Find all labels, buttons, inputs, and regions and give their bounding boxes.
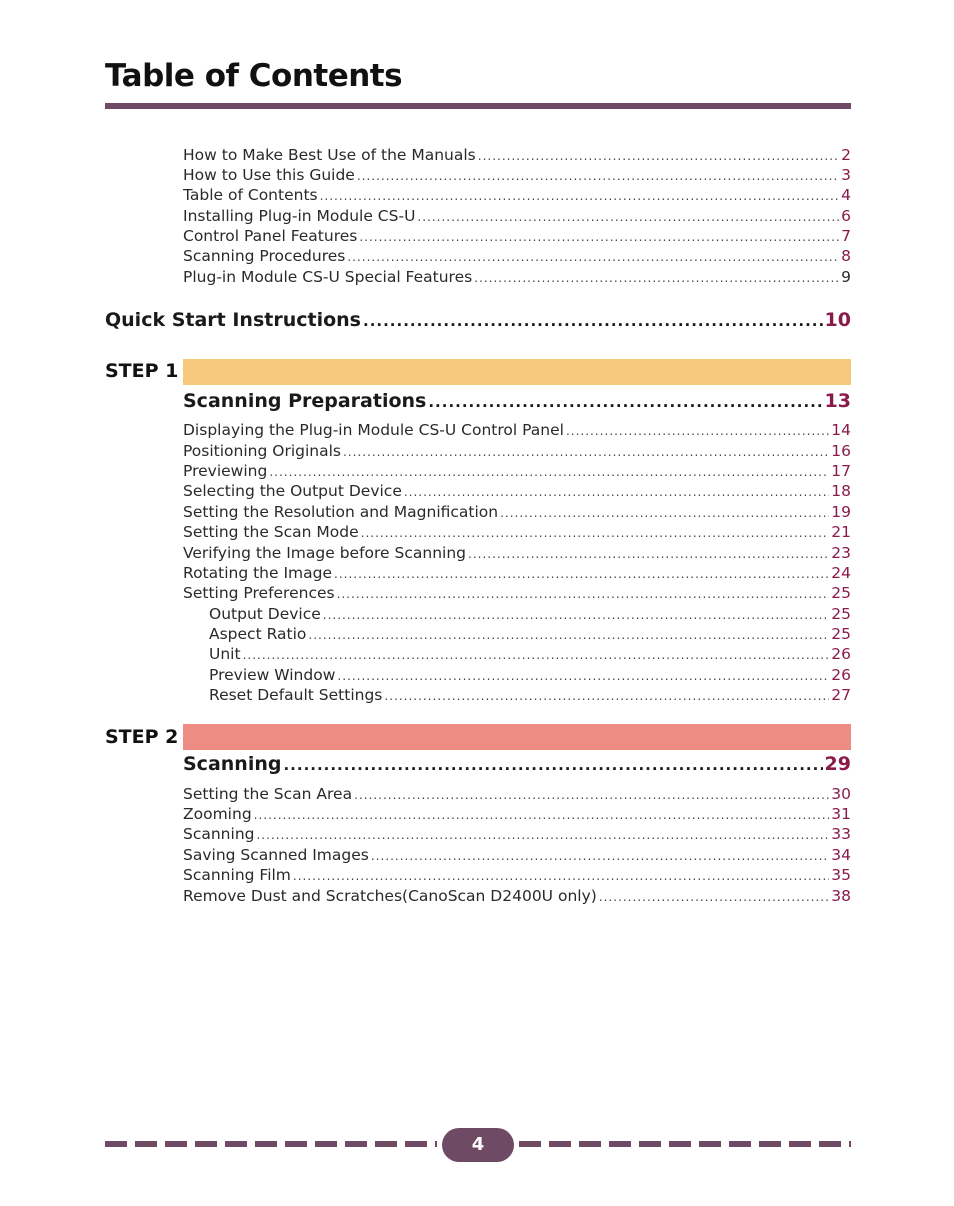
dot-leader — [243, 645, 830, 664]
toc-entry[interactable] — [183, 886, 851, 906]
toc-entry-label: Selecting the Output Device — [183, 482, 402, 500]
toc-subentry[interactable] — [209, 685, 851, 705]
toc-entry-label: Positioning Originals — [183, 442, 341, 460]
toc-subentry[interactable] — [209, 604, 851, 624]
dot-leader — [354, 785, 829, 804]
dot-leader — [293, 866, 829, 885]
toc-entry-page: 23 — [831, 544, 851, 562]
toc-entry-page: 31 — [831, 805, 851, 823]
toc-entry[interactable] — [183, 165, 851, 185]
dot-leader — [256, 825, 829, 844]
toc-entry-page: 6 — [841, 207, 851, 225]
toc-entry-page: 17 — [831, 462, 851, 480]
toc-entry[interactable] — [183, 543, 851, 563]
toc-entry-page: 26 — [831, 666, 851, 684]
toc-entry[interactable] — [183, 226, 851, 246]
toc-entry-page: 13 — [824, 390, 851, 412]
toc-entry-label: Verifying the Image before Scanning — [183, 544, 466, 562]
dot-leader — [371, 846, 829, 865]
toc-entry-label: Reset Default Settings — [209, 686, 383, 704]
toc-entry[interactable] — [183, 522, 851, 542]
quick-start-entry[interactable] — [105, 307, 851, 333]
toc-entry-label: Control Panel Features — [183, 227, 358, 245]
dot-leader — [500, 503, 829, 522]
dot-leader — [359, 227, 839, 246]
toc-entry[interactable] — [183, 502, 851, 522]
toc-entry-page: 4 — [841, 186, 851, 204]
page-title: Table of Contents — [105, 58, 403, 94]
toc-entry[interactable] — [183, 824, 851, 844]
dot-leader — [468, 544, 829, 563]
toc-entry-label: Scanning Procedures — [183, 247, 346, 265]
dot-leader — [363, 308, 823, 333]
toc-entry-page: 26 — [831, 645, 851, 663]
dot-leader — [347, 247, 839, 266]
footer-dash-left — [105, 1141, 437, 1147]
footer-dash-right — [519, 1141, 851, 1147]
dot-leader — [254, 805, 830, 824]
toc-entry[interactable] — [183, 185, 851, 205]
toc-entry-page: 38 — [831, 887, 851, 905]
toc-entry-label: Previewing — [183, 462, 268, 480]
toc-entry[interactable] — [183, 865, 851, 885]
toc-entry-page: 21 — [831, 523, 851, 541]
toc-entry-label: Output Device — [209, 605, 321, 623]
toc-entry[interactable] — [183, 461, 851, 481]
step1-heading[interactable] — [183, 388, 851, 414]
toc-entry-page: 33 — [831, 825, 851, 843]
toc-entry[interactable] — [183, 804, 851, 824]
title-rule — [105, 103, 851, 109]
toc-entry-label: Unit — [209, 645, 241, 663]
toc-entry-page: 10 — [824, 309, 851, 331]
toc-entry-label: Saving Scanned Images — [183, 846, 369, 864]
toc-entry[interactable] — [183, 583, 851, 603]
dot-leader — [566, 421, 829, 440]
toc-entry[interactable] — [183, 441, 851, 461]
toc-entry-label: Scanning — [183, 825, 255, 843]
toc-entry-page: 9 — [841, 268, 851, 286]
toc-entry-label: Zooming — [183, 805, 252, 823]
toc-entry-label: Setting Preferences — [183, 584, 335, 602]
toc-entry-page: 7 — [841, 227, 851, 245]
dot-leader — [404, 482, 829, 501]
toc-entry-label: Setting the Scan Area — [183, 785, 353, 803]
toc-entry-page: 19 — [831, 503, 851, 521]
toc-entry-label: Setting the Resolution and Magnification — [183, 503, 499, 521]
toc-entry-label: Rotating the Image — [183, 564, 333, 582]
toc-entry-page: 16 — [831, 442, 851, 460]
toc-entry-page: 30 — [831, 785, 851, 803]
toc-entry-page: 18 — [831, 482, 851, 500]
dot-leader — [343, 442, 829, 461]
dot-leader — [478, 146, 839, 165]
toc-entry-label: How to Make Best Use of the Manuals — [183, 146, 476, 164]
toc-entry-page: 25 — [831, 625, 851, 643]
toc-entry[interactable] — [183, 246, 851, 266]
step2-label: STEP 2 — [105, 726, 179, 748]
toc-entry-page: 29 — [824, 753, 851, 775]
toc-entry[interactable] — [183, 206, 851, 226]
page-number: 4 — [442, 1128, 514, 1162]
toc-entry-page: 3 — [841, 166, 851, 184]
toc-entry-page: 25 — [831, 605, 851, 623]
toc-entry[interactable] — [183, 563, 851, 583]
toc-entry-label: Table of Contents — [183, 186, 318, 204]
dot-leader — [323, 605, 829, 624]
dot-leader — [599, 887, 829, 906]
dot-leader — [308, 625, 829, 644]
toc-entry[interactable] — [183, 145, 851, 165]
toc-subentry[interactable] — [209, 624, 851, 644]
toc-entry[interactable] — [183, 420, 851, 440]
toc-entry[interactable] — [183, 784, 851, 804]
toc-entry-page: 2 — [841, 146, 851, 164]
toc-entry-label: Installing Plug-in Module CS-U — [183, 207, 416, 225]
toc-entry[interactable] — [183, 481, 851, 501]
dot-leader — [269, 462, 829, 481]
toc-entry-label: Preview Window — [209, 666, 336, 684]
dot-leader — [474, 268, 839, 287]
toc-entry-page: 14 — [831, 421, 851, 439]
toc-entry[interactable] — [183, 845, 851, 865]
toc-entry-page: 34 — [831, 846, 851, 864]
toc-entry-label: How to Use this Guide — [183, 166, 355, 184]
toc-entry[interactable] — [183, 267, 851, 287]
toc-entry-page: 27 — [831, 686, 851, 704]
dot-leader — [320, 186, 840, 205]
toc-entry-label: Scanning Preparations — [183, 390, 427, 412]
step1-bar — [183, 359, 851, 385]
toc-entry-page: 8 — [841, 247, 851, 265]
toc-entry-page: 25 — [831, 584, 851, 602]
dot-leader — [417, 207, 839, 226]
toc-entry-label: Scanning Film — [183, 866, 291, 884]
toc-entry-label: Displaying the Plug-in Module CS-U Control Panel — [183, 421, 564, 439]
step1-label: STEP 1 — [105, 360, 179, 382]
toc-entry-page: 35 — [831, 866, 851, 884]
dot-leader — [384, 686, 829, 705]
toc-entry-label: Plug-in Module CS-U Special Features — [183, 268, 473, 286]
toc-entry-label: Remove Dust and Scratches(CanoScan D2400U only) — [183, 887, 597, 905]
step2-bar — [183, 724, 851, 750]
dot-leader — [334, 564, 829, 583]
dot-leader — [361, 523, 830, 542]
toc-entry-label: Setting the Scan Mode — [183, 523, 359, 541]
dot-leader — [357, 166, 839, 185]
toc-subentry[interactable] — [209, 644, 851, 664]
step2-heading[interactable] — [183, 751, 851, 777]
dot-leader — [337, 584, 830, 603]
toc-entry-label: Aspect Ratio — [209, 625, 307, 643]
dot-leader — [337, 666, 829, 685]
toc-entry-page: 24 — [831, 564, 851, 582]
dot-leader — [428, 389, 822, 414]
toc-subentry[interactable] — [209, 665, 851, 685]
toc-entry-label: Quick Start Instructions — [105, 309, 361, 331]
dot-leader — [283, 752, 822, 777]
toc-entry-label: Scanning — [183, 753, 282, 775]
